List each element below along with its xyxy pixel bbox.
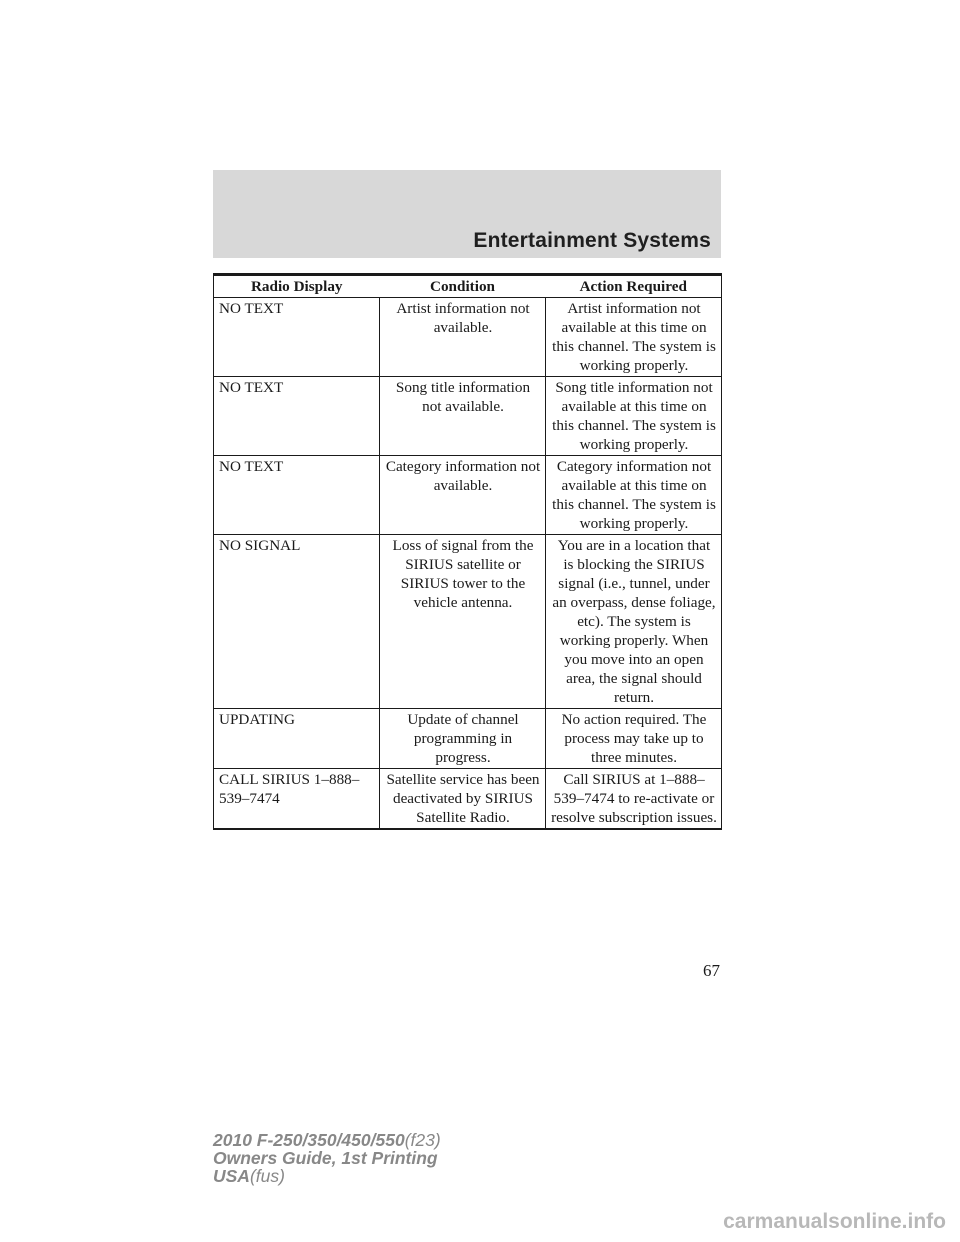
cell-action-required: Song title information not available at this time on this channel. The system is working properly. [546,377,722,456]
cell-condition: Artist information not available. [380,298,546,377]
cell-action-required: Artist information not available at this time on this channel. The system is working properly. [546,298,722,377]
cell-condition: Song title information not available. [380,377,546,456]
column-header-action-required: Action Required [546,275,722,298]
footer-model: 2010 F-250/350/450/550 [213,1130,405,1150]
cell-condition: Update of channel programming in progress. [380,709,546,769]
table-row [214,769,722,830]
footer-print-info [213,1131,441,1185]
cell-radio-display: CALL SIRIUS 1–888–539–7474 [214,769,380,830]
watermark-text: carmanualsonline.info [723,1210,946,1233]
table-row [214,456,722,535]
table-row [214,535,722,709]
cell-radio-display: NO TEXT [214,456,380,535]
radio-display-table [213,273,722,830]
footer-region-code: (fus) [249,1166,285,1186]
table-row [214,709,722,769]
section-title: Entertainment Systems [473,229,711,252]
column-header-radio-display: Radio Display [214,275,380,298]
cell-radio-display: NO TEXT [214,377,380,456]
cell-radio-display: NO SIGNAL [214,535,380,709]
footer-model-code: (f23) [404,1130,441,1150]
table-header-row [214,275,722,298]
footer-line-printing: Owners Guide, 1st Printing [213,1148,438,1168]
cell-action-required: Category information not available at this time on this channel. The system is working properly. [546,456,722,535]
cell-radio-display: NO TEXT [214,298,380,377]
cell-action-required: No action required. The process may take up to three minutes. [546,709,722,769]
footer-region: USA [213,1166,250,1186]
column-header-condition: Condition [380,275,546,298]
cell-action-required: You are in a location that is blocking the SIRIUS signal (i.e., tunnel, under an overpass, dense foliage, etc). The system is working properly. When you move into an open area, the signal should return. [546,535,722,709]
cell-condition: Satellite service has been deactivated by SIRIUS Satellite Radio. [380,769,546,830]
table-row [214,298,722,377]
cell-condition: Loss of signal from the SIRIUS satellite or SIRIUS tower to the vehicle antenna. [380,535,546,709]
section-header-band [213,170,721,258]
cell-condition: Category information not available. [380,456,546,535]
footer-line-model [213,1131,441,1149]
cell-radio-display: UPDATING [214,709,380,769]
footer-line-region [213,1167,441,1185]
cell-action-required: Call SIRIUS at 1–888–539–7474 to re-activate or resolve subscription issues. [546,769,722,830]
page-number: 67 [703,961,720,980]
table-row [214,377,722,456]
